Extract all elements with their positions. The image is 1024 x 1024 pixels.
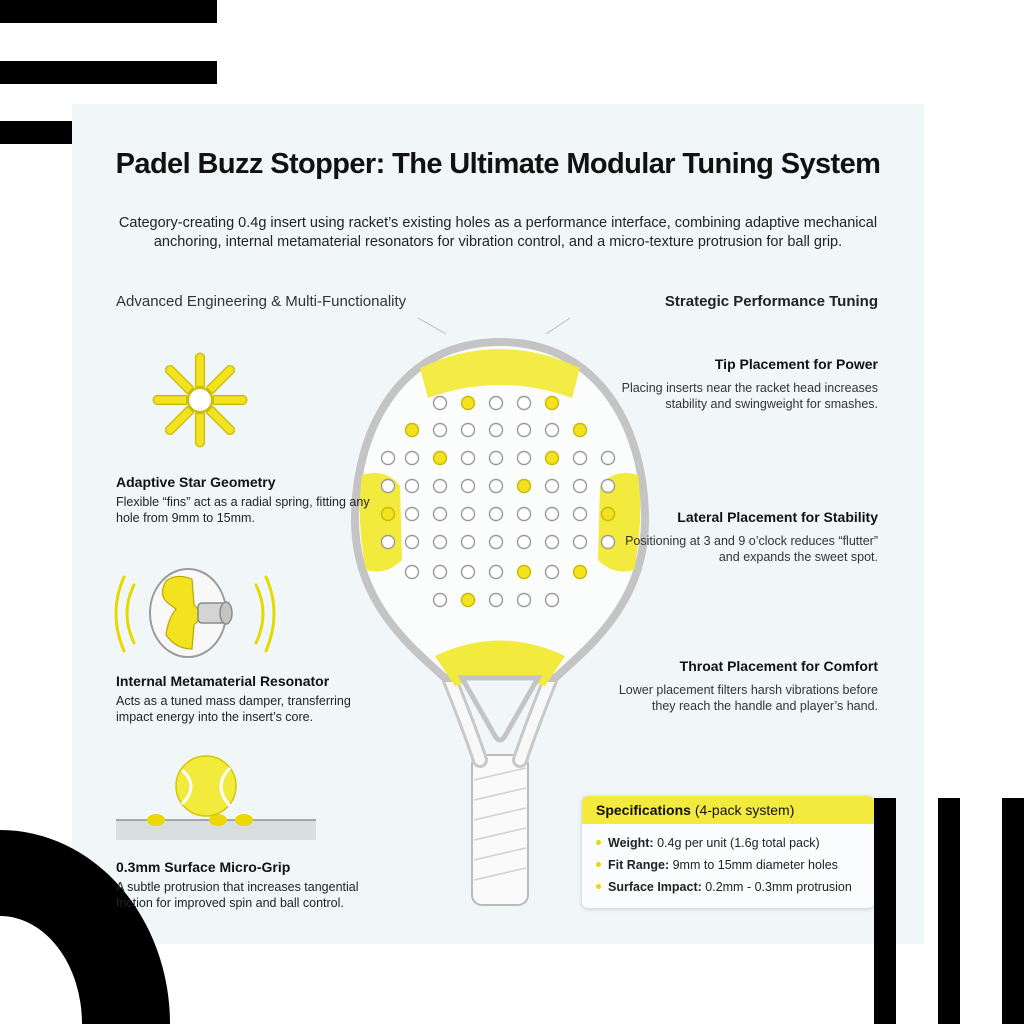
racket-hole [546, 480, 559, 493]
section-heading-engineering: Advanced Engineering & Multi-Functionality [116, 293, 407, 310]
spec-item [596, 876, 874, 898]
bullet-icon [596, 862, 601, 867]
feature-micro-grip [116, 859, 386, 911]
star-fin [166, 406, 194, 434]
racket-hole [546, 424, 559, 437]
racket-hole [462, 508, 475, 521]
placement-text: Placing inserts near the racket head increases stability and swingweight for smashes. [621, 381, 878, 411]
specifications-header [582, 796, 874, 824]
placement-title: Throat Placement for Comfort [679, 658, 878, 674]
tennis-ball-icon [116, 750, 316, 840]
feature-resonator [116, 673, 386, 725]
feature-title: 0.3mm Surface Micro-Grip [116, 859, 291, 875]
placement-lateral [618, 509, 878, 565]
racket-hole [518, 594, 531, 607]
star-fin [213, 396, 247, 405]
racket-hole [434, 480, 447, 493]
racket-hole [518, 536, 531, 549]
racket-hole [490, 536, 503, 549]
racket-hole [434, 536, 447, 549]
section-heading-tuning: Strategic Performance Tuning [664, 293, 878, 310]
racket-hole [574, 536, 587, 549]
placement-title: Lateral Placement for Stability [677, 509, 878, 525]
racket-hole [490, 397, 503, 410]
insert-hole [574, 424, 587, 437]
spec-value: 0.2mm - 0.3mm protrusion [705, 880, 852, 894]
feature-title: Internal Metamaterial Resonator [116, 673, 330, 689]
insert-hole [406, 424, 419, 437]
feature-title: Adaptive Star Geometry [116, 474, 276, 490]
insert-hole [574, 566, 587, 579]
specifications-list [582, 832, 874, 898]
star-insert-icon [150, 350, 250, 450]
racket-hole [462, 424, 475, 437]
decor-stripe-top-2 [0, 61, 217, 84]
racket-hole [434, 508, 447, 521]
racket-hole [462, 452, 475, 465]
racket-hole [490, 424, 503, 437]
racket-hole [406, 480, 419, 493]
racket-hole [518, 452, 531, 465]
racket-hole [602, 536, 615, 549]
racket-hole [490, 480, 503, 493]
insert-hole [434, 452, 447, 465]
specifications-box [582, 796, 874, 908]
star-fin [206, 366, 234, 394]
racket-hole [462, 536, 475, 549]
placement-text: Positioning at 3 and 9 o’clock reduces “flutter” and expands the sweet spot. [625, 534, 878, 564]
racket-hole [382, 452, 395, 465]
decor-stripe-top-1 [0, 0, 217, 23]
racket-hole [546, 536, 559, 549]
placement-tip [618, 356, 878, 412]
insert-hole [462, 397, 475, 410]
racket-hole [546, 508, 559, 521]
racket-hole [546, 566, 559, 579]
placement-text: Lower placement filters harsh vibrations before they reach the handle and player’s hand. [618, 683, 878, 713]
decor-stripe-right-3 [1002, 798, 1024, 1024]
spec-value: 0.4g per unit (1.6g total pack) [657, 836, 820, 850]
racket-hole [518, 397, 531, 410]
spec-item [596, 832, 874, 854]
racket-hole [406, 452, 419, 465]
bullet-icon [596, 884, 601, 889]
racket-hole [462, 566, 475, 579]
racket-hole [490, 452, 503, 465]
star-fin [153, 396, 187, 405]
feature-text: Flexible “fins” act as a radial spring, fitting any hole from 9mm to 15mm. [116, 495, 370, 525]
racket-hole [406, 508, 419, 521]
racket-hole [602, 480, 615, 493]
racket-hole [490, 566, 503, 579]
racket-hole [434, 397, 447, 410]
racket-hole [406, 566, 419, 579]
feature-text: A subtle protrusion that increases tangential friction for improved spin and ball control. [116, 880, 359, 910]
insert-hole [462, 594, 475, 607]
star-fin [206, 406, 234, 434]
racket-hole [434, 594, 447, 607]
spec-label: Surface Impact: [608, 880, 702, 894]
racket-hole [574, 480, 587, 493]
insert-hole [602, 508, 615, 521]
racket-hole [382, 536, 395, 549]
page-title: Padel Buzz Stopper: The Ultimate Modular Tuning System [115, 148, 881, 180]
insert-hole [546, 397, 559, 410]
racket-hole [546, 594, 559, 607]
star-fin [166, 366, 194, 394]
racket-hole [490, 508, 503, 521]
insert-hole [518, 480, 531, 493]
racket-hole [406, 536, 419, 549]
spec-label: Fit Range: [608, 858, 670, 872]
racket-hole [518, 508, 531, 521]
placement-throat [618, 658, 878, 714]
bullet-icon [596, 840, 601, 845]
resonator-cutaway-icon [110, 565, 280, 665]
specifications-note: (4-pack system) [694, 802, 795, 818]
racket-hole [434, 566, 447, 579]
racket-hole [574, 452, 587, 465]
spec-value: 9mm to 15mm diameter holes [672, 858, 838, 872]
spec-label: Weight: [608, 836, 654, 850]
racket-hole [518, 424, 531, 437]
star-fin [196, 413, 205, 447]
star-fin [196, 353, 205, 387]
spec-item [596, 854, 874, 876]
racket-hole [574, 508, 587, 521]
feature-text: Acts as a tuned mass damper, transferring impact energy into the insert’s core. [116, 694, 351, 724]
insert-hole [546, 452, 559, 465]
racket-hole [490, 594, 503, 607]
feature-star-geometry [116, 474, 386, 526]
insert-hole [518, 566, 531, 579]
specifications-title: Specifications [596, 802, 691, 818]
decor-stripe-right-1 [874, 798, 896, 1024]
decor-stripe-right-2 [938, 798, 960, 1024]
racket-hole [462, 480, 475, 493]
placement-title: Tip Placement for Power [714, 356, 878, 372]
racket-hole [602, 452, 615, 465]
page-subtitle: Category-creating 0.4g insert using racket’s existing holes as a performance interface, combining adaptive mechanical anchoring, internal metamaterial resonators for vibration control, and a micro-texture protrusion for ball grip. [118, 215, 878, 250]
racket-hole [434, 424, 447, 437]
